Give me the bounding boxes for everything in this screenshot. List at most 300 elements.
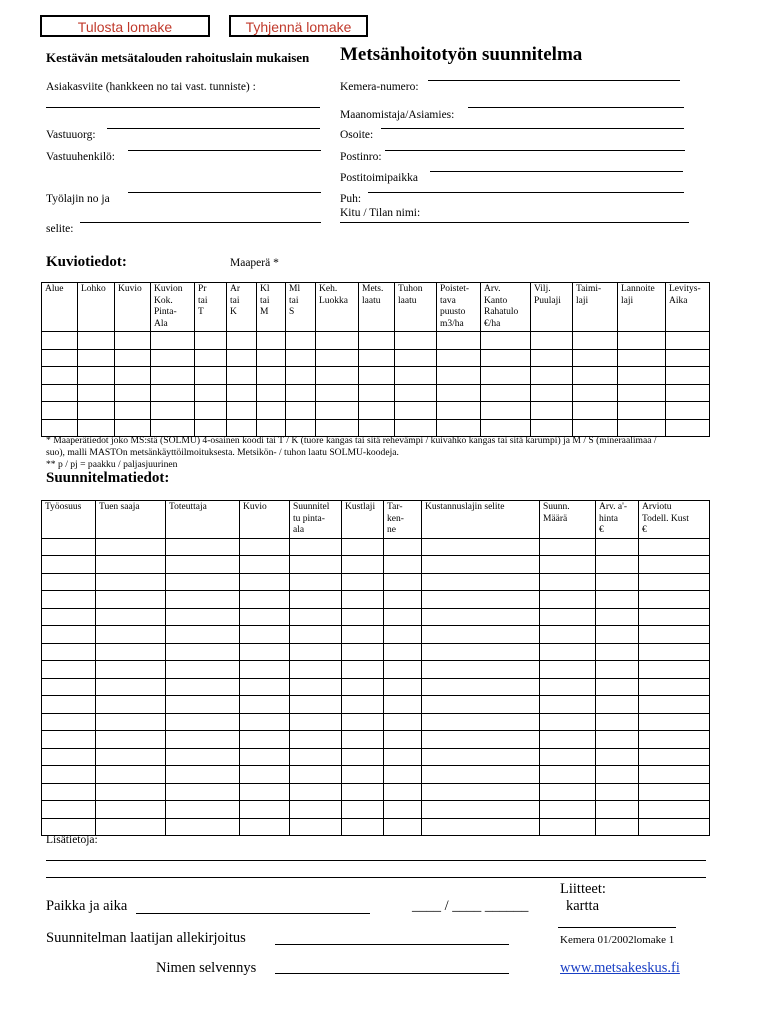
suunn-cell[interactable] bbox=[96, 573, 166, 591]
suunn-cell[interactable] bbox=[96, 538, 166, 556]
suunn-cell[interactable] bbox=[384, 801, 422, 819]
suunn-cell[interactable] bbox=[596, 731, 639, 749]
suunn-cell[interactable] bbox=[96, 643, 166, 661]
kuvio-cell[interactable] bbox=[115, 332, 151, 350]
kuvio-cell[interactable] bbox=[286, 402, 316, 420]
kuvio-cell[interactable] bbox=[666, 402, 710, 420]
kuvio-cell[interactable] bbox=[42, 402, 78, 420]
suunn-cell[interactable] bbox=[42, 801, 96, 819]
kuvio-cell[interactable] bbox=[531, 419, 573, 437]
kuvio-cell[interactable] bbox=[666, 384, 710, 402]
kuvio-cell[interactable] bbox=[573, 419, 618, 437]
kuvio-cell[interactable] bbox=[316, 349, 359, 367]
suunn-cell[interactable] bbox=[166, 696, 240, 714]
suunn-cell[interactable] bbox=[596, 678, 639, 696]
suunn-cell[interactable] bbox=[342, 573, 384, 591]
suunn-cell[interactable] bbox=[166, 818, 240, 836]
suunn-cell[interactable] bbox=[240, 713, 290, 731]
suunn-cell[interactable] bbox=[42, 696, 96, 714]
suunn-cell[interactable] bbox=[596, 626, 639, 644]
suunn-cell[interactable] bbox=[240, 643, 290, 661]
suunn-cell[interactable] bbox=[290, 608, 342, 626]
kuvio-cell[interactable] bbox=[316, 332, 359, 350]
kitu-field[interactable] bbox=[340, 222, 689, 223]
suunn-cell[interactable] bbox=[639, 748, 710, 766]
suunn-cell[interactable] bbox=[540, 783, 596, 801]
suunn-cell[interactable] bbox=[540, 748, 596, 766]
suunn-cell[interactable] bbox=[596, 573, 639, 591]
suunn-cell[interactable] bbox=[422, 626, 540, 644]
kuvio-cell[interactable] bbox=[115, 349, 151, 367]
suunn-cell[interactable] bbox=[384, 608, 422, 626]
suunn-cell[interactable] bbox=[166, 678, 240, 696]
maanomistaja-field[interactable] bbox=[468, 107, 684, 108]
suunn-cell[interactable] bbox=[422, 608, 540, 626]
kuvio-cell[interactable] bbox=[573, 402, 618, 420]
kuvio-cell[interactable] bbox=[151, 384, 195, 402]
kuvio-cell[interactable] bbox=[257, 367, 286, 385]
suunn-cell[interactable] bbox=[96, 766, 166, 784]
suunn-cell[interactable] bbox=[342, 783, 384, 801]
kuvio-cell[interactable] bbox=[42, 332, 78, 350]
kuvio-cell[interactable] bbox=[618, 367, 666, 385]
lisatietoja-line-2[interactable] bbox=[46, 877, 706, 878]
kuvio-cell[interactable] bbox=[395, 402, 437, 420]
kuvio-cell[interactable] bbox=[573, 349, 618, 367]
suunn-cell[interactable] bbox=[240, 608, 290, 626]
kuvio-cell[interactable] bbox=[195, 349, 227, 367]
suunn-cell[interactable] bbox=[540, 661, 596, 679]
suunn-cell[interactable] bbox=[290, 766, 342, 784]
suunn-cell[interactable] bbox=[422, 573, 540, 591]
kuvio-cell[interactable] bbox=[195, 332, 227, 350]
suunn-cell[interactable] bbox=[166, 591, 240, 609]
suunn-cell[interactable] bbox=[342, 591, 384, 609]
kuvio-cell[interactable] bbox=[531, 332, 573, 350]
suunn-cell[interactable] bbox=[240, 783, 290, 801]
clear-form-button[interactable]: Tyhjennä lomake bbox=[229, 15, 368, 37]
suunn-cell[interactable] bbox=[596, 783, 639, 801]
suunn-cell[interactable] bbox=[384, 766, 422, 784]
vastuuorg-field[interactable] bbox=[107, 128, 320, 129]
suunn-cell[interactable] bbox=[639, 591, 710, 609]
suunn-cell[interactable] bbox=[384, 783, 422, 801]
suunn-cell[interactable] bbox=[290, 713, 342, 731]
kuvio-cell[interactable] bbox=[316, 384, 359, 402]
suunn-cell[interactable] bbox=[384, 573, 422, 591]
osoite-field[interactable] bbox=[381, 128, 684, 129]
suunn-cell[interactable] bbox=[96, 678, 166, 696]
suunn-cell[interactable] bbox=[596, 818, 639, 836]
suunn-cell[interactable] bbox=[422, 713, 540, 731]
suunn-cell[interactable] bbox=[290, 661, 342, 679]
kuvio-cell[interactable] bbox=[78, 349, 115, 367]
kuvio-cell[interactable] bbox=[359, 367, 395, 385]
kuvio-cell[interactable] bbox=[531, 367, 573, 385]
puh-field[interactable] bbox=[368, 192, 684, 193]
liitteet-line[interactable] bbox=[558, 927, 676, 928]
kuvio-cell[interactable] bbox=[316, 419, 359, 437]
kuvio-cell[interactable] bbox=[395, 367, 437, 385]
kuvio-cell[interactable] bbox=[286, 332, 316, 350]
suunn-cell[interactable] bbox=[342, 731, 384, 749]
suunn-cell[interactable] bbox=[166, 801, 240, 819]
suunn-cell[interactable] bbox=[290, 678, 342, 696]
suunn-cell[interactable] bbox=[42, 538, 96, 556]
kuvio-cell[interactable] bbox=[227, 419, 257, 437]
suunn-cell[interactable] bbox=[639, 818, 710, 836]
suunn-cell[interactable] bbox=[96, 783, 166, 801]
suunn-cell[interactable] bbox=[290, 643, 342, 661]
kuvio-cell[interactable] bbox=[151, 349, 195, 367]
kuvio-cell[interactable] bbox=[42, 367, 78, 385]
kuvio-cell[interactable] bbox=[115, 367, 151, 385]
kuvio-cell[interactable] bbox=[481, 419, 531, 437]
kuvio-cell[interactable] bbox=[316, 402, 359, 420]
kuvio-cell[interactable] bbox=[227, 384, 257, 402]
suunn-cell[interactable] bbox=[166, 713, 240, 731]
kuvio-cell[interactable] bbox=[78, 402, 115, 420]
print-form-button[interactable]: Tulosta lomake bbox=[40, 15, 210, 37]
suunn-cell[interactable] bbox=[596, 643, 639, 661]
suunn-cell[interactable] bbox=[290, 538, 342, 556]
suunn-cell[interactable] bbox=[42, 591, 96, 609]
kuvio-cell[interactable] bbox=[481, 367, 531, 385]
suunn-cell[interactable] bbox=[639, 626, 710, 644]
suunn-cell[interactable] bbox=[166, 661, 240, 679]
kuvio-cell[interactable] bbox=[531, 384, 573, 402]
suunn-cell[interactable] bbox=[240, 626, 290, 644]
suunn-cell[interactable] bbox=[639, 678, 710, 696]
lisatietoja-line-1[interactable] bbox=[46, 860, 706, 861]
suunn-cell[interactable] bbox=[290, 801, 342, 819]
suunn-cell[interactable] bbox=[596, 696, 639, 714]
kuvio-cell[interactable] bbox=[573, 367, 618, 385]
suunn-cell[interactable] bbox=[240, 661, 290, 679]
vastuuhenkilo-field[interactable] bbox=[128, 150, 321, 151]
suunn-cell[interactable] bbox=[240, 573, 290, 591]
kuvio-cell[interactable] bbox=[395, 419, 437, 437]
suunn-cell[interactable] bbox=[422, 801, 540, 819]
kuvio-cell[interactable] bbox=[286, 367, 316, 385]
kuvio-cell[interactable] bbox=[227, 349, 257, 367]
kuvio-cell[interactable] bbox=[481, 349, 531, 367]
kuvio-cell[interactable] bbox=[618, 419, 666, 437]
suunn-cell[interactable] bbox=[342, 678, 384, 696]
suunn-cell[interactable] bbox=[166, 731, 240, 749]
suunn-cell[interactable] bbox=[240, 556, 290, 574]
postitoimipaikka-field[interactable] bbox=[430, 171, 683, 172]
suunn-cell[interactable] bbox=[422, 783, 540, 801]
suunn-cell[interactable] bbox=[240, 538, 290, 556]
suunn-cell[interactable] bbox=[540, 801, 596, 819]
suunn-cell[interactable] bbox=[384, 713, 422, 731]
kuvio-cell[interactable] bbox=[151, 332, 195, 350]
suunn-cell[interactable] bbox=[342, 696, 384, 714]
kuvio-cell[interactable] bbox=[115, 384, 151, 402]
suunn-cell[interactable] bbox=[384, 678, 422, 696]
suunn-cell[interactable] bbox=[384, 661, 422, 679]
suunn-cell[interactable] bbox=[422, 766, 540, 784]
suunn-cell[interactable] bbox=[540, 573, 596, 591]
kuvio-cell[interactable] bbox=[481, 384, 531, 402]
suunn-cell[interactable] bbox=[639, 783, 710, 801]
suunn-cell[interactable] bbox=[639, 538, 710, 556]
suunn-cell[interactable] bbox=[596, 591, 639, 609]
suunn-cell[interactable] bbox=[540, 556, 596, 574]
suunn-cell[interactable] bbox=[596, 538, 639, 556]
suunn-cell[interactable] bbox=[166, 783, 240, 801]
suunn-cell[interactable] bbox=[240, 766, 290, 784]
suunn-cell[interactable] bbox=[42, 731, 96, 749]
suunn-cell[interactable] bbox=[96, 696, 166, 714]
suunn-cell[interactable] bbox=[342, 643, 384, 661]
suunn-cell[interactable] bbox=[639, 608, 710, 626]
kuvio-cell[interactable] bbox=[78, 332, 115, 350]
suunn-cell[interactable] bbox=[540, 696, 596, 714]
suunn-cell[interactable] bbox=[42, 713, 96, 731]
suunn-cell[interactable] bbox=[384, 818, 422, 836]
suunn-cell[interactable] bbox=[290, 626, 342, 644]
kuvio-cell[interactable] bbox=[573, 384, 618, 402]
suunn-cell[interactable] bbox=[596, 556, 639, 574]
suunn-cell[interactable] bbox=[422, 591, 540, 609]
suunn-cell[interactable] bbox=[240, 696, 290, 714]
suunn-cell[interactable] bbox=[540, 766, 596, 784]
suunn-cell[interactable] bbox=[42, 748, 96, 766]
suunn-cell[interactable] bbox=[422, 748, 540, 766]
suunn-cell[interactable] bbox=[42, 818, 96, 836]
kuvio-cell[interactable] bbox=[227, 402, 257, 420]
kuvio-cell[interactable] bbox=[359, 419, 395, 437]
suunn-cell[interactable] bbox=[342, 766, 384, 784]
suunn-cell[interactable] bbox=[422, 661, 540, 679]
suunn-cell[interactable] bbox=[540, 591, 596, 609]
suunn-cell[interactable] bbox=[42, 643, 96, 661]
kuvio-cell[interactable] bbox=[437, 349, 481, 367]
suunn-cell[interactable] bbox=[422, 678, 540, 696]
suunn-cell[interactable] bbox=[290, 731, 342, 749]
kuvio-cell[interactable] bbox=[78, 384, 115, 402]
suunn-cell[interactable] bbox=[240, 801, 290, 819]
kuvio-cell[interactable] bbox=[359, 332, 395, 350]
kuvio-cell[interactable] bbox=[316, 367, 359, 385]
suunn-cell[interactable] bbox=[422, 818, 540, 836]
suunn-cell[interactable] bbox=[540, 643, 596, 661]
kuvio-cell[interactable] bbox=[257, 384, 286, 402]
suunn-cell[interactable] bbox=[42, 626, 96, 644]
suunn-cell[interactable] bbox=[290, 748, 342, 766]
suunn-cell[interactable] bbox=[42, 661, 96, 679]
kuvio-cell[interactable] bbox=[195, 384, 227, 402]
suunn-cell[interactable] bbox=[96, 801, 166, 819]
kuvio-cell[interactable] bbox=[151, 402, 195, 420]
suunn-cell[interactable] bbox=[422, 556, 540, 574]
suunn-cell[interactable] bbox=[342, 801, 384, 819]
kuvio-cell[interactable] bbox=[257, 419, 286, 437]
suunn-cell[interactable] bbox=[166, 766, 240, 784]
kuvio-cell[interactable] bbox=[359, 349, 395, 367]
suunn-cell[interactable] bbox=[596, 766, 639, 784]
suunn-cell[interactable] bbox=[96, 748, 166, 766]
suunn-cell[interactable] bbox=[290, 696, 342, 714]
suunn-cell[interactable] bbox=[290, 556, 342, 574]
suunn-cell[interactable] bbox=[342, 661, 384, 679]
kuvio-cell[interactable] bbox=[618, 384, 666, 402]
kuvio-cell[interactable] bbox=[531, 349, 573, 367]
kuvio-cell[interactable] bbox=[151, 419, 195, 437]
signature-field[interactable] bbox=[275, 944, 509, 945]
suunn-cell[interactable] bbox=[166, 573, 240, 591]
kuvio-cell[interactable] bbox=[437, 419, 481, 437]
suunn-cell[interactable] bbox=[42, 678, 96, 696]
suunn-cell[interactable] bbox=[384, 731, 422, 749]
kuvio-cell[interactable] bbox=[78, 419, 115, 437]
suunn-cell[interactable] bbox=[596, 608, 639, 626]
kuvio-cell[interactable] bbox=[573, 332, 618, 350]
kuvio-cell[interactable] bbox=[531, 402, 573, 420]
suunn-cell[interactable] bbox=[639, 696, 710, 714]
kuvio-cell[interactable] bbox=[437, 332, 481, 350]
suunn-cell[interactable] bbox=[540, 818, 596, 836]
suunn-cell[interactable] bbox=[639, 766, 710, 784]
postinro-field[interactable] bbox=[385, 150, 685, 151]
suunn-cell[interactable] bbox=[422, 696, 540, 714]
kuvio-cell[interactable] bbox=[481, 332, 531, 350]
suunn-cell[interactable] bbox=[540, 608, 596, 626]
suunn-cell[interactable] bbox=[342, 626, 384, 644]
suunn-cell[interactable] bbox=[96, 661, 166, 679]
kuvio-cell[interactable] bbox=[618, 332, 666, 350]
kuvio-cell[interactable] bbox=[666, 419, 710, 437]
suunn-cell[interactable] bbox=[96, 731, 166, 749]
suunn-cell[interactable] bbox=[96, 713, 166, 731]
suunn-cell[interactable] bbox=[639, 713, 710, 731]
suunn-cell[interactable] bbox=[384, 696, 422, 714]
paikka-field[interactable] bbox=[136, 913, 370, 914]
kuvio-cell[interactable] bbox=[437, 384, 481, 402]
suunn-cell[interactable] bbox=[596, 801, 639, 819]
suunn-cell[interactable] bbox=[96, 626, 166, 644]
kuvio-cell[interactable] bbox=[227, 332, 257, 350]
suunn-cell[interactable] bbox=[96, 591, 166, 609]
suunn-cell[interactable] bbox=[384, 643, 422, 661]
suunn-cell[interactable] bbox=[639, 556, 710, 574]
kuvio-cell[interactable] bbox=[481, 402, 531, 420]
kuvio-cell[interactable] bbox=[286, 419, 316, 437]
kuvio-cell[interactable] bbox=[286, 384, 316, 402]
suunn-cell[interactable] bbox=[422, 731, 540, 749]
kuvio-cell[interactable] bbox=[359, 402, 395, 420]
date-field[interactable]: ____ / ____ ______ bbox=[412, 898, 529, 914]
suunn-cell[interactable] bbox=[166, 748, 240, 766]
kuvio-cell[interactable] bbox=[395, 349, 437, 367]
suunn-cell[interactable] bbox=[240, 818, 290, 836]
suunn-cell[interactable] bbox=[639, 801, 710, 819]
kuvio-cell[interactable] bbox=[437, 367, 481, 385]
kuvio-cell[interactable] bbox=[195, 367, 227, 385]
suunn-cell[interactable] bbox=[290, 783, 342, 801]
suunn-cell[interactable] bbox=[240, 678, 290, 696]
suunn-cell[interactable] bbox=[540, 713, 596, 731]
kuvio-cell[interactable] bbox=[227, 367, 257, 385]
suunn-cell[interactable] bbox=[240, 731, 290, 749]
suunn-cell[interactable] bbox=[342, 608, 384, 626]
kuvio-cell[interactable] bbox=[42, 384, 78, 402]
kuvio-cell[interactable] bbox=[286, 349, 316, 367]
kuvio-cell[interactable] bbox=[42, 349, 78, 367]
suunn-cell[interactable] bbox=[342, 538, 384, 556]
kuvio-cell[interactable] bbox=[618, 402, 666, 420]
kuvio-cell[interactable] bbox=[618, 349, 666, 367]
suunn-cell[interactable] bbox=[596, 661, 639, 679]
suunn-cell[interactable] bbox=[96, 818, 166, 836]
suunn-cell[interactable] bbox=[42, 573, 96, 591]
suunn-cell[interactable] bbox=[240, 591, 290, 609]
suunn-cell[interactable] bbox=[384, 556, 422, 574]
kuvio-cell[interactable] bbox=[395, 384, 437, 402]
suunn-cell[interactable] bbox=[42, 608, 96, 626]
suunn-cell[interactable] bbox=[422, 643, 540, 661]
suunn-cell[interactable] bbox=[240, 748, 290, 766]
kuvio-cell[interactable] bbox=[395, 332, 437, 350]
suunn-cell[interactable] bbox=[540, 678, 596, 696]
kuvio-cell[interactable] bbox=[666, 367, 710, 385]
suunn-cell[interactable] bbox=[540, 731, 596, 749]
suunn-cell[interactable] bbox=[639, 661, 710, 679]
suunn-cell[interactable] bbox=[540, 626, 596, 644]
suunn-cell[interactable] bbox=[166, 626, 240, 644]
suunn-cell[interactable] bbox=[42, 766, 96, 784]
suunn-cell[interactable] bbox=[166, 643, 240, 661]
suunn-cell[interactable] bbox=[596, 748, 639, 766]
kuvio-cell[interactable] bbox=[151, 367, 195, 385]
suunn-cell[interactable] bbox=[290, 818, 342, 836]
asiakasviite-field[interactable] bbox=[46, 107, 320, 108]
kuvio-cell[interactable] bbox=[257, 349, 286, 367]
suunn-cell[interactable] bbox=[96, 608, 166, 626]
suunn-cell[interactable] bbox=[384, 748, 422, 766]
website-link[interactable]: www.metsakeskus.fi bbox=[560, 960, 680, 976]
suunn-cell[interactable] bbox=[342, 556, 384, 574]
kuvio-cell[interactable] bbox=[666, 349, 710, 367]
name-clarification-field[interactable] bbox=[275, 973, 509, 974]
suunn-cell[interactable] bbox=[96, 556, 166, 574]
suunn-cell[interactable] bbox=[290, 591, 342, 609]
kuvio-cell[interactable] bbox=[666, 332, 710, 350]
suunn-cell[interactable] bbox=[42, 556, 96, 574]
kuvio-cell[interactable] bbox=[195, 419, 227, 437]
suunn-cell[interactable] bbox=[342, 713, 384, 731]
suunn-cell[interactable] bbox=[384, 538, 422, 556]
selite-field[interactable] bbox=[80, 222, 321, 223]
kuvio-cell[interactable] bbox=[78, 367, 115, 385]
suunn-cell[interactable] bbox=[342, 748, 384, 766]
kuvio-cell[interactable] bbox=[359, 384, 395, 402]
suunn-cell[interactable] bbox=[166, 608, 240, 626]
suunn-cell[interactable] bbox=[596, 713, 639, 731]
suunn-cell[interactable] bbox=[166, 556, 240, 574]
suunn-cell[interactable] bbox=[639, 731, 710, 749]
suunn-cell[interactable] bbox=[639, 643, 710, 661]
tyolaji-field[interactable] bbox=[128, 192, 321, 193]
suunn-cell[interactable] bbox=[384, 591, 422, 609]
kuvio-cell[interactable] bbox=[257, 332, 286, 350]
suunn-cell[interactable] bbox=[342, 818, 384, 836]
kuvio-cell[interactable] bbox=[42, 419, 78, 437]
kuvio-cell[interactable] bbox=[195, 402, 227, 420]
kuvio-cell[interactable] bbox=[257, 402, 286, 420]
